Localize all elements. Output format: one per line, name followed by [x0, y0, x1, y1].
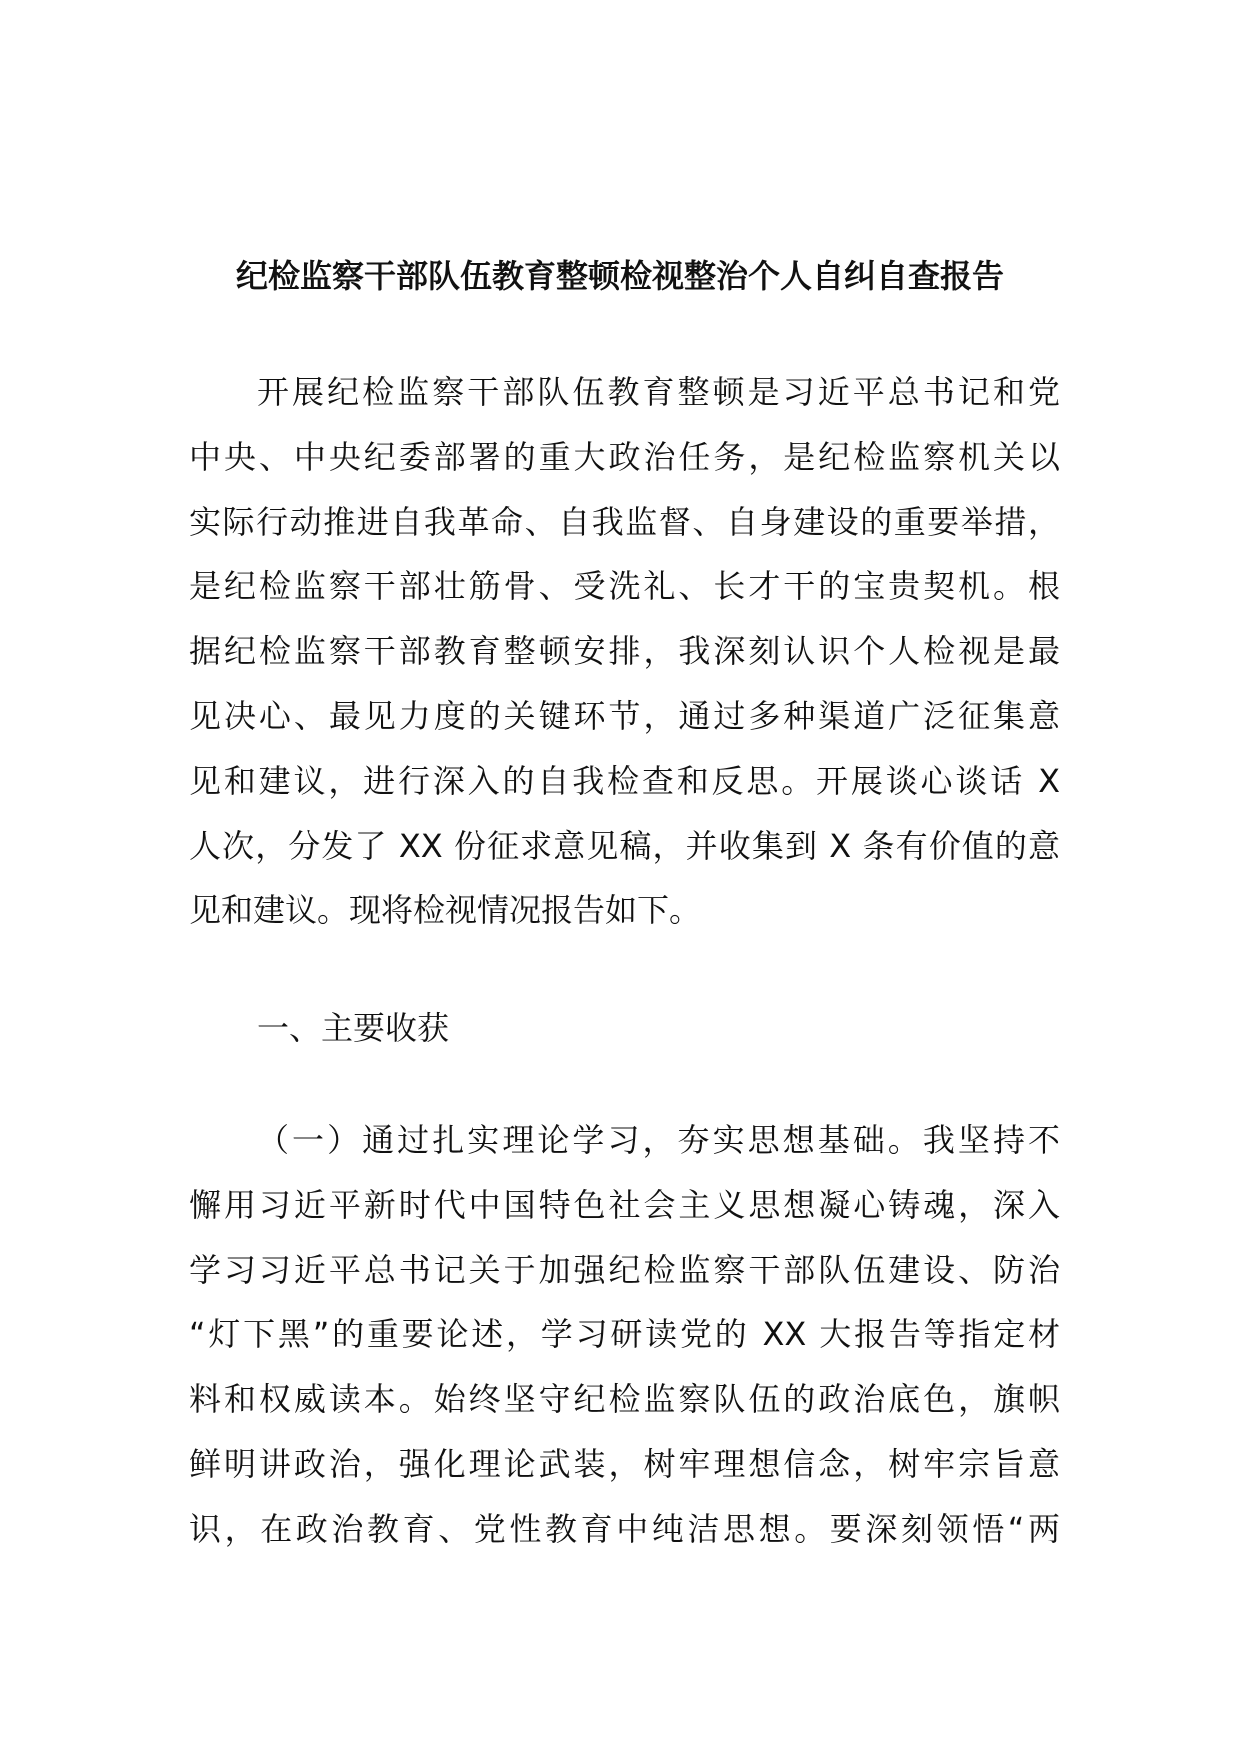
paragraph-line: 实际行动推进自我革命、自我监督、自身建设的重要举措，: [189, 502, 1060, 541]
section-heading: [189, 996, 1060, 1061]
section-heading-text: 一、主要收获: [257, 1009, 450, 1047]
paragraph-line: “灯下黑”的重要论述，学习研读党的 XX 大报告等指定材: [189, 1315, 1060, 1354]
paragraph-line: （一）通过扎实理论学习，夯实思想基础。我坚持不: [257, 1121, 1060, 1159]
paragraph-line: 懈用习近平新时代中国特色社会主义思想凝心铸魂，深入: [189, 1185, 1060, 1224]
paragraph-line: 鲜明讲政治，强化理论武装，树牢理想信念，树牢宗旨意: [189, 1444, 1060, 1483]
paragraph-line: 识，在政治教育、党性教育中纯洁思想。要深刻领悟“两: [189, 1509, 1060, 1548]
paragraph-line: 是纪检监察干部壮筋骨、受洗礼、长才干的宝贵契机。根: [189, 567, 1060, 606]
paragraph-line: 人次，分发了 XX 份征求意见稿，并收集到 X 条有价值的意: [189, 826, 1060, 865]
paragraph-line: 中央、中央纪委部署的重大政治任务，是纪检监察机关以: [189, 437, 1060, 476]
intro-paragraph: [189, 360, 1060, 943]
paragraph-line: 开展纪检监察干部队伍教育整顿是习近平总书记和党: [257, 373, 1060, 411]
paragraph-line: 见和建议，进行深入的自我检查和反思。开展谈心谈话 X: [189, 761, 1060, 800]
section-paragraph: [189, 1108, 1060, 1562]
paragraph-line: 据纪检监察干部教育整顿安排，我深刻认识个人检视是最: [189, 632, 1060, 671]
paragraph-line: 学习习近平总书记关于加强纪检监察干部队伍建设、防治: [189, 1250, 1060, 1289]
paragraph-line: 见和建议。现将检视情况报告如下。: [189, 891, 702, 930]
document-title: 纪检监察干部队伍教育整顿检视整治个人自纠自查报告: [235, 257, 1004, 295]
paragraph-line: 料和权威读本。始终坚守纪检监察队伍的政治底色，旗帜: [189, 1380, 1060, 1419]
paragraph-line: 见决心、最见力度的关键环节，通过多种渠道广泛征集意: [189, 696, 1060, 735]
